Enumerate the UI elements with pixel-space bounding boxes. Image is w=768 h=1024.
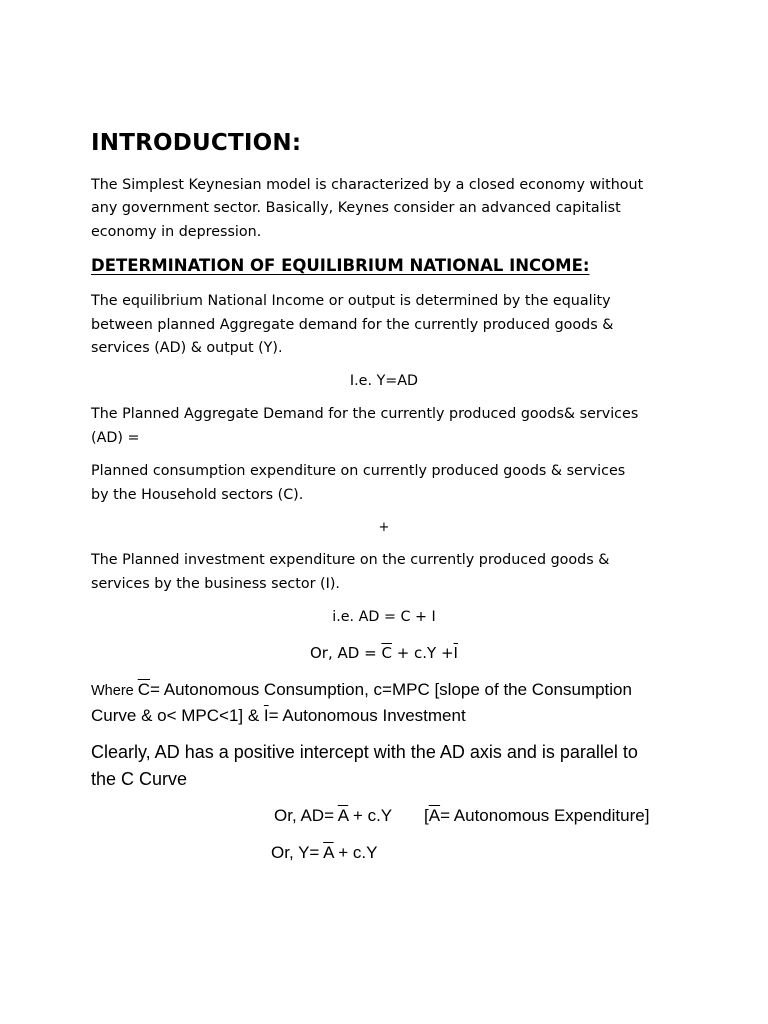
intro-line-3: economy in depression. bbox=[91, 224, 262, 240]
investment-line-1: The Planned investment expenditure on the currently produced goods & bbox=[91, 552, 610, 568]
equation-y-autonomous bbox=[271, 840, 377, 866]
equilibrium-line-2: between planned Aggregate demand for the currently produced goods & bbox=[91, 317, 614, 333]
intro-line-1: The Simplest Keynesian model is characterized by a closed economy without bbox=[91, 177, 644, 193]
consumption-line-2: by the Household sectors (C). bbox=[91, 487, 304, 503]
equation-y-prefix: Or, Y= bbox=[271, 843, 324, 862]
c-bar-symbol: $\overline{C}$ bbox=[381, 644, 392, 662]
ad-definition-line-2: (AD) = bbox=[91, 430, 140, 446]
equation-ad-expanded bbox=[0, 642, 768, 666]
equation-y-ad: I.e. Y=AD bbox=[349, 373, 419, 389]
clearly-line-1: Clearly, AD has a positive intercept with the AD axis and is parallel to bbox=[91, 742, 638, 762]
equation-ad-c-i: i.e. AD = C + I bbox=[332, 609, 436, 625]
c-bar-symbol-2: $\overline{C}$ bbox=[137, 680, 151, 699]
a-bar-symbol-3: $\overline{A}$ bbox=[323, 843, 334, 862]
autonomous-expenditure-note bbox=[424, 803, 649, 829]
where-line-1-rest: = Autonomous Consumption, c=MPC [slope of the Consumption bbox=[150, 680, 632, 699]
a-bar-symbol: $\overline{A}$ bbox=[337, 806, 349, 825]
equation-ad-middle: + c.Y + bbox=[391, 644, 454, 662]
equation-ad-a-prefix: Or, AD= bbox=[274, 806, 338, 825]
equation-ad-a-post: + c.Y bbox=[348, 806, 393, 825]
clearly-line-2: the C Curve bbox=[91, 769, 188, 789]
where-line-2 bbox=[91, 703, 466, 729]
bracket-rest: = Autonomous Expenditure] bbox=[440, 806, 650, 825]
plus-sign: + bbox=[378, 520, 390, 535]
investment-line-2: services by the business sector (I). bbox=[91, 576, 340, 592]
equation-ad-autonomous bbox=[274, 803, 392, 829]
section-heading: DETERMINATION OF EQUILIBRIUM NATIONAL INCOME: bbox=[91, 256, 590, 275]
i-bar-symbol: $\overline{I}$ bbox=[453, 644, 458, 662]
where-line-2-pre: Curve & o< MPC<1] & bbox=[91, 706, 264, 725]
where-word: Where bbox=[91, 683, 138, 699]
equation-ad-prefix: Or, AD = bbox=[310, 644, 382, 662]
equilibrium-line-3: services (AD) & output (Y). bbox=[91, 340, 283, 356]
a-bar-symbol-2: $\overline{A}$ bbox=[428, 806, 441, 825]
where-line-1 bbox=[91, 677, 632, 704]
i-bar-symbol-2: $\overline{I}$ bbox=[263, 706, 269, 725]
ad-definition-line-1: The Planned Aggregate Demand for the currently produced goods& services bbox=[91, 406, 639, 422]
equation-y-post: + c.Y bbox=[333, 843, 378, 862]
intro-line-2: any government sector. Basically, Keynes consider an advanced capitalist bbox=[91, 200, 621, 216]
page-title: INTRODUCTION: bbox=[91, 130, 302, 156]
bracket-open: [ bbox=[424, 806, 429, 825]
equilibrium-line-1: The equilibrium National Income or output is determined by the equality bbox=[91, 293, 611, 309]
where-line-2-post: = Autonomous Investment bbox=[268, 706, 466, 725]
consumption-line-1: Planned consumption expenditure on currently produced goods & services bbox=[91, 463, 626, 479]
